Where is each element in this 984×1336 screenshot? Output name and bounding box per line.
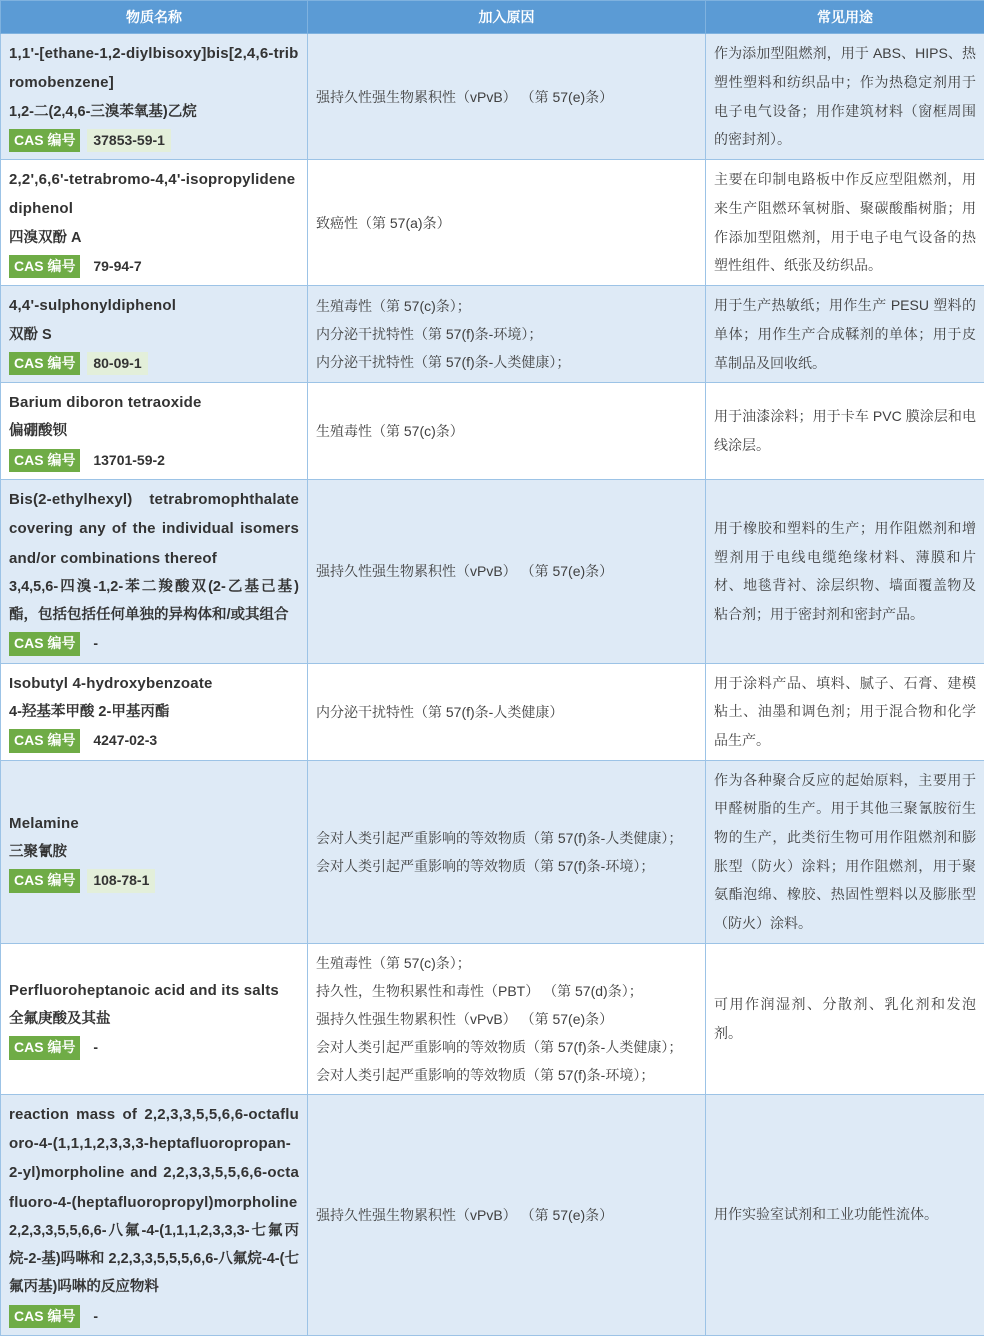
reason-cell — [308, 480, 706, 664]
reason-line: 会对人类引起严重影响的等效物质（第 57(f)条-人类健康）； — [316, 824, 697, 852]
table-row — [1, 943, 984, 1094]
substance-name-zh: 4-羟基苯甲酸 2-甲基丙酯 — [9, 698, 299, 726]
cas-label-badge — [9, 729, 80, 752]
cas-label-badge — [9, 1305, 80, 1328]
reason-cell — [308, 160, 706, 286]
table-row — [1, 160, 984, 286]
cas-line — [9, 350, 299, 377]
substance-name-en: Barium diboron tetraoxide — [9, 388, 299, 417]
cas-label: CAS 编号 — [14, 732, 75, 748]
substance-name-en: 1,1'-[ethane-1,2-diylbisoxy]bis[2,4,6-tribromobenzene] — [9, 39, 299, 98]
reason-cell — [308, 286, 706, 383]
reason-cell — [308, 383, 706, 480]
cas-line — [9, 447, 299, 474]
substance-name-cell — [1, 286, 308, 383]
substance-name-zh: 三聚氰胺 — [9, 838, 299, 866]
reason-line: 生殖毒性（第 57(c)条） — [316, 417, 697, 445]
cas-label: CAS 编号 — [14, 355, 75, 371]
cas-number: 80-09-1 — [87, 352, 147, 375]
substance-name-cell — [1, 480, 308, 664]
cas-label-badge — [9, 449, 80, 472]
uses-cell: 用于生产热敏纸；用作生产 PESU 塑料的单体；用作生产合成鞣剂的单体；用于皮革制品及回收纸。 — [706, 286, 984, 383]
uses-cell: 作为添加型阻燃剂，用于 ABS、HIPS、热塑性塑料和纺织品中；作为热稳定剂用于电子电气设备；用作建筑材料（窗框周围的密封剂）。 — [706, 34, 984, 160]
substance-name-cell — [1, 760, 308, 943]
substance-name-en: Melamine — [9, 809, 299, 838]
reason-cell — [308, 1094, 706, 1335]
uses-cell: 作为各种聚合反应的起始原料，主要用于甲醛树脂的生产。用于其他三聚氰胺衍生物的生产，此类衍生物可用作阻燃剂和膨胀型（防火）涂料；用作阻燃剂，用于聚氨酯泡绵、橡胶、热固性塑料以及膨胀型（防火）涂料。 — [706, 760, 984, 943]
cas-line — [9, 1034, 299, 1061]
reason-line: 内分泌干扰特性（第 57(f)条-环境）； — [316, 320, 697, 348]
uses-cell: 用于涂料产品、填料、腻子、石膏、建模粘土、油墨和调色剂；用于混合物和化学品生产。 — [706, 663, 984, 760]
cas-number: - — [87, 1036, 104, 1059]
cas-label-badge — [9, 129, 80, 152]
cas-label: CAS 编号 — [14, 1308, 75, 1324]
reason-line: 内分泌干扰特性（第 57(f)条-人类健康） — [316, 698, 697, 726]
cas-label-badge — [9, 352, 80, 375]
reason-cell — [308, 760, 706, 943]
cas-number: 79-94-7 — [87, 255, 147, 278]
cas-number: 13701-59-2 — [87, 449, 171, 472]
cas-label: CAS 编号 — [14, 635, 75, 651]
cas-line — [9, 727, 299, 754]
table-row — [1, 1094, 984, 1335]
cas-label-badge — [9, 869, 80, 892]
table-row — [1, 383, 984, 480]
substance-name-en: 2,2',6,6'-tetrabromo-4,4'-isopropylidenediphenol — [9, 165, 299, 224]
header-substance-name: 物质名称 — [1, 1, 308, 34]
cas-number: 4247-02-3 — [87, 729, 163, 752]
reason-cell — [308, 34, 706, 160]
reason-line: 内分泌干扰特性（第 57(f)条-人类健康）； — [316, 348, 697, 376]
cas-line — [9, 867, 299, 894]
reason-line: 会对人类引起严重影响的等效物质（第 57(f)条-环境）； — [316, 852, 697, 880]
cas-line — [9, 630, 299, 657]
substance-name-cell — [1, 160, 308, 286]
substance-name-cell — [1, 383, 308, 480]
reason-line: 生殖毒性（第 57(c)条）； — [316, 949, 697, 977]
substance-name-zh: 2,2,3,3,5,5,6,6-八氟-4-(1,1,1,2,3,3,3-七氟丙烷-2-基)吗啉和 2,2,3,3,5,5,5,6,6-八氟烷-4-(七氟丙基)吗啉的反应物料 — [9, 1217, 299, 1302]
substance-name-zh: 四溴双酚 A — [9, 224, 299, 252]
table-row — [1, 760, 984, 943]
substance-name-zh: 全氟庚酸及其盐 — [9, 1005, 299, 1033]
cas-label-badge — [9, 632, 80, 655]
uses-cell: 主要在印制电路板中作反应型阻燃剂，用来生产阻燃环氧树脂、聚碳酸酯树脂；用作添加型阻燃剂，用于电子电气设备的热塑性组件、纸张及纺织品。 — [706, 160, 984, 286]
cas-label: CAS 编号 — [14, 132, 75, 148]
cas-label: CAS 编号 — [14, 258, 75, 274]
header-inclusion-reason: 加入原因 — [308, 1, 706, 34]
table-body — [1, 34, 984, 1336]
cas-label: CAS 编号 — [14, 1039, 75, 1055]
substance-name-en: Bis(2-ethylhexyl) tetrabromophthalate covering any of the individual isomers and/or combinations thereof — [9, 485, 299, 573]
cas-number: 108-78-1 — [87, 869, 155, 892]
substance-name-zh: 双酚 S — [9, 321, 299, 349]
cas-number: - — [87, 632, 104, 655]
substance-name-cell — [1, 1094, 308, 1335]
reason-line: 会对人类引起严重影响的等效物质（第 57(f)条-人类健康）； — [316, 1033, 697, 1061]
substance-name-cell — [1, 943, 308, 1094]
reason-line: 生殖毒性（第 57(c)条）； — [316, 292, 697, 320]
substance-name-cell — [1, 663, 308, 760]
substance-name-en: reaction mass of 2,2,3,3,5,5,6,6-octafluoro-4-(1,1,1,2,3,3,3-heptafluoropropan-2-yl)morpholine and 2,2,3,3,5,5,6,6-octafluoro-4-(heptafluoropropyl)morpholine — [9, 1100, 299, 1217]
cas-label-badge — [9, 255, 80, 278]
uses-cell: 可用作润湿剂、分散剂、乳化剂和发泡剂。 — [706, 943, 984, 1094]
uses-cell: 用于油漆涂料；用于卡车 PVC 膜涂层和电线涂层。 — [706, 383, 984, 480]
substance-name-cell — [1, 34, 308, 160]
reason-line: 强持久性强生物累积性（vPvB） （第 57(e)条） — [316, 83, 697, 111]
substance-name-zh: 3,4,5,6-四溴-1,2-苯二羧酸双(2-乙基己基)酯，包括包括任何单独的异构体和/或其组合 — [9, 573, 299, 630]
table-row — [1, 286, 984, 383]
reason-line: 强持久性强生物累积性（vPvB） （第 57(e)条） — [316, 557, 697, 585]
reason-cell — [308, 943, 706, 1094]
cas-line — [9, 1303, 299, 1330]
reason-cell — [308, 663, 706, 760]
header-common-uses: 常见用途 — [706, 1, 984, 34]
uses-cell: 用作实验室试剂和工业功能性流体。 — [706, 1094, 984, 1335]
cas-label: CAS 编号 — [14, 452, 75, 468]
substance-name-en: 4,4'-sulphonyldiphenol — [9, 291, 299, 320]
cas-label-badge — [9, 1036, 80, 1059]
reason-line: 致癌性（第 57(a)条） — [316, 209, 697, 237]
substance-name-zh: 偏硼酸钡 — [9, 417, 299, 445]
table-row — [1, 663, 984, 760]
reason-line: 强持久性强生物累积性（vPvB） （第 57(e)条） — [316, 1201, 697, 1229]
substance-name-en: Perfluoroheptanoic acid and its salts — [9, 976, 299, 1005]
cas-number: 37853-59-1 — [87, 129, 171, 152]
uses-cell: 用于橡胶和塑料的生产；用作阻燃剂和增塑剂用于电线电缆绝缘材料、薄膜和片材、地毯背衬、涂层织物、墙面覆盖物及粘合剂；用于密封剂和密封产品。 — [706, 480, 984, 664]
cas-line — [9, 127, 299, 154]
table-row — [1, 34, 984, 160]
cas-label: CAS 编号 — [14, 872, 75, 888]
substance-name-zh: 1,2-二(2,4,6-三溴苯氧基)乙烷 — [9, 98, 299, 126]
reason-line: 强持久性强生物累积性（vPvB） （第 57(e)条） — [316, 1005, 697, 1033]
table-header — [1, 1, 984, 34]
substance-name-en: Isobutyl 4-hydroxybenzoate — [9, 669, 299, 698]
cas-number: - — [87, 1305, 104, 1328]
reason-line: 会对人类引起严重影响的等效物质（第 57(f)条-环境）； — [316, 1061, 697, 1089]
table-row — [1, 480, 984, 664]
reason-line: 持久性，生物积累性和毒性（PBT） （第 57(d)条）； — [316, 977, 697, 1005]
cas-line — [9, 253, 299, 280]
